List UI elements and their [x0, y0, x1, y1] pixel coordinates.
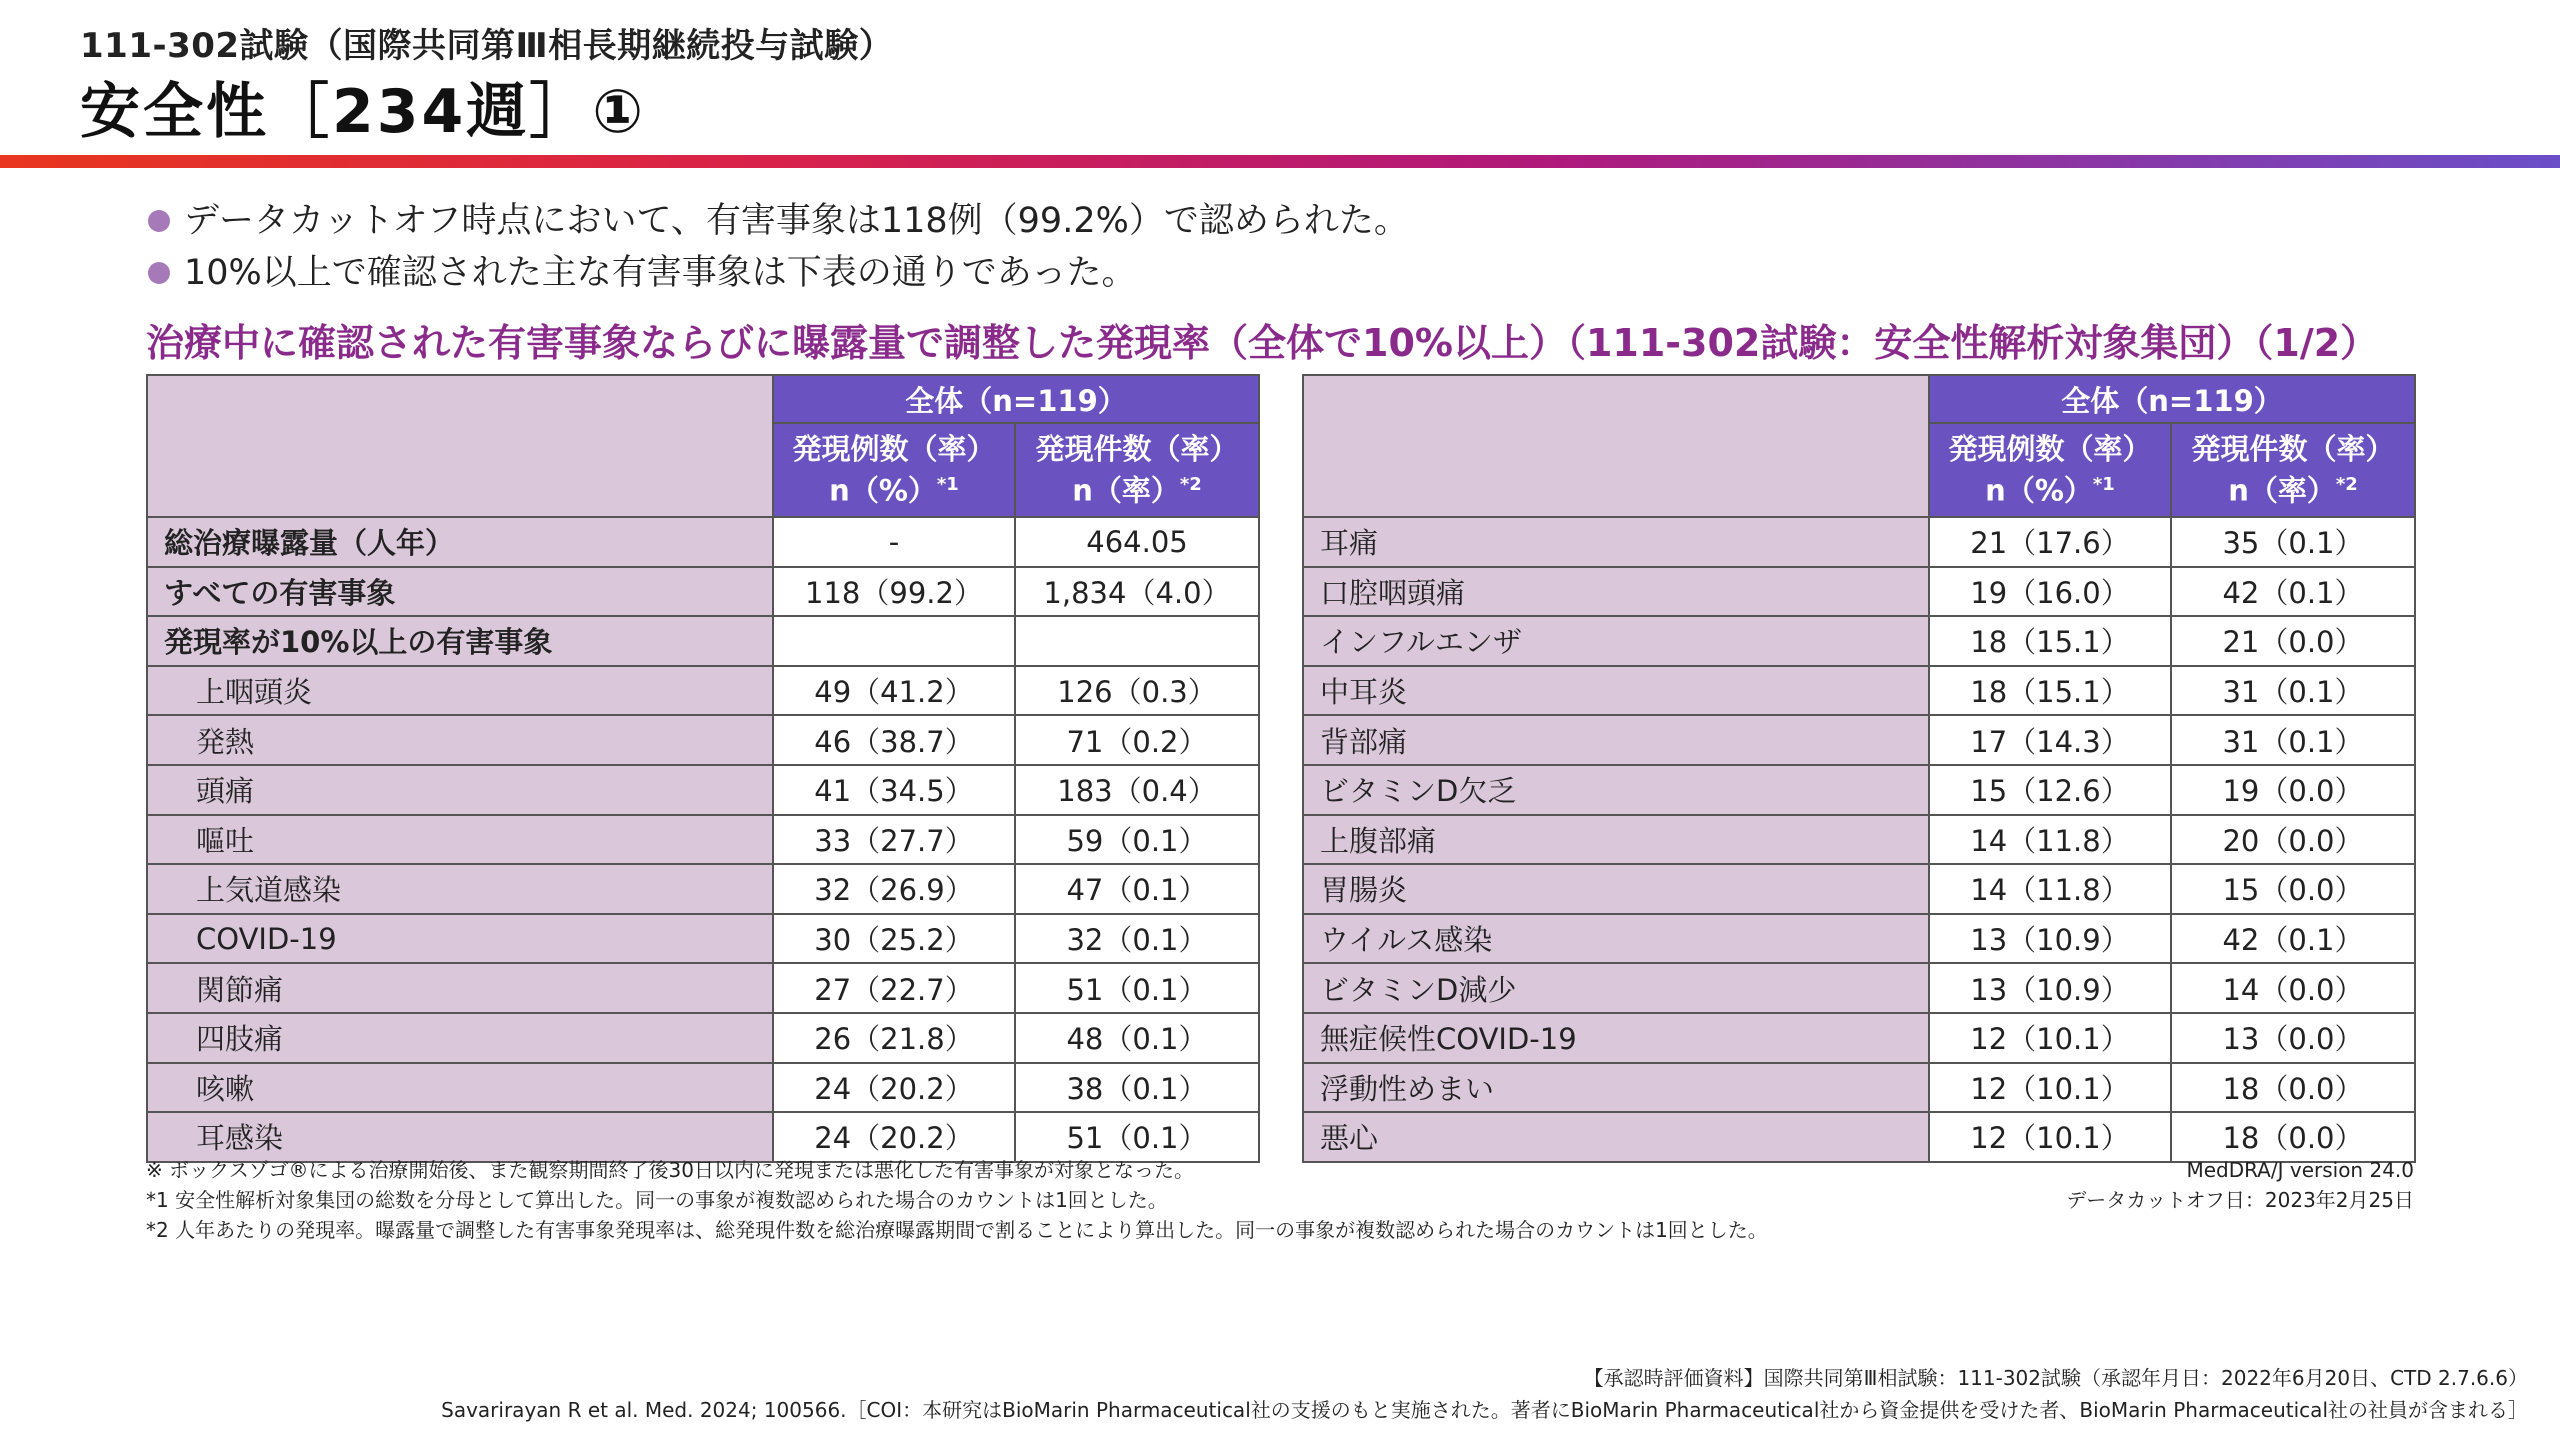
cell-incidence: 17（14.3）: [1929, 715, 2171, 765]
cell-event-rate: 35（0.1）: [2171, 517, 2415, 567]
table-row: [1303, 864, 2415, 914]
bullet-text: データカットオフ時点において、有害事象は118例（99.2%）で認められた。: [184, 201, 1409, 241]
cell-incidence: 46（38.7）: [773, 715, 1015, 765]
cell-event-rate: 18（0.0）: [2171, 1112, 2415, 1162]
row-label: ビタミンD減少: [1303, 963, 1929, 1013]
bullet-text: 10%以上で確認された主な有害事象は下表の通りであった。: [184, 253, 1137, 293]
row-label: 悪心: [1303, 1112, 1929, 1162]
cell-incidence: 27（22.7）: [773, 963, 1015, 1013]
cell-incidence: 24（20.2）: [773, 1063, 1015, 1113]
header-col-events-line1: 発現件数（率）: [2191, 432, 2395, 467]
header-col-events-line2-wrap: [2172, 467, 2414, 509]
row-label: すべての有害事象: [147, 567, 773, 617]
cell-incidence: 14（11.8）: [1929, 815, 2171, 865]
cell-incidence: 33（27.7）: [773, 815, 1015, 865]
ae-table-right: [1302, 374, 2416, 1163]
bullet-list: [148, 195, 1409, 299]
cell-incidence: 18（15.1）: [1929, 666, 2171, 716]
table-row: [147, 864, 1259, 914]
row-label: COVID-19: [147, 914, 773, 964]
row-label: 発熱: [147, 715, 773, 765]
footnote-2: *2 人年あたりの発現率。曝露量で調整した有害事象発現率は、総発現件数を総治療曝露期間で割ることにより算出した。同一の事象が複数認められた場合のカウントは1回とした。: [146, 1218, 1768, 1242]
header-blank-cell: [147, 375, 773, 517]
row-label: ウイルス感染: [1303, 914, 1929, 964]
table-row: [1303, 963, 2415, 1013]
table-row: [1303, 914, 2415, 964]
title-gradient-bar: [0, 155, 2560, 168]
row-label: 関節痛: [147, 963, 773, 1013]
row-label: 総治療曝露量（人年）: [147, 517, 773, 567]
header-col-incidence-line2: n（%）: [829, 473, 937, 508]
table-heading: 治療中に確認された有害事象ならびに曝露量で調整した発現率（全体で10%以上）（111-302試験：安全性解析対象集団）（1/2）: [146, 321, 2379, 365]
table-row: [1303, 765, 2415, 815]
row-label: 耳感染: [147, 1112, 773, 1162]
row-label: 頭痛: [147, 765, 773, 815]
header-col-incidence: [1929, 423, 2171, 517]
cell-event-rate: 21（0.0）: [2171, 616, 2415, 666]
footnote-mark-1: *1: [2092, 474, 2115, 496]
cell-event-rate: 15（0.0）: [2171, 864, 2415, 914]
cell-event-rate: 183（0.4）: [1015, 765, 1259, 815]
cell-incidence: 26（21.8）: [773, 1013, 1015, 1063]
row-label: 背部痛: [1303, 715, 1929, 765]
table-row: [147, 666, 1259, 716]
cell-incidence: 21（17.6）: [1929, 517, 2171, 567]
row-label: 耳痛: [1303, 517, 1929, 567]
cell-incidence: 41（34.5）: [773, 765, 1015, 815]
cell-incidence: 32（26.9）: [773, 864, 1015, 914]
table-row: [1303, 666, 2415, 716]
table-row: [147, 815, 1259, 865]
table-row: [147, 765, 1259, 815]
row-label: 口腔咽頭痛: [1303, 567, 1929, 617]
cell-incidence: -: [773, 517, 1015, 567]
cell-event-rate: 42（0.1）: [2171, 914, 2415, 964]
header-col-events-line2-wrap: [1016, 467, 1258, 509]
cell-event-rate: 13（0.0）: [2171, 1013, 2415, 1063]
footnote-mark-2: *2: [1179, 474, 1202, 496]
data-cutoff-date: データカットオフ日：2023年2月25日: [2066, 1188, 2414, 1212]
cell-incidence: [773, 616, 1015, 666]
bullet-dot-icon: [148, 210, 170, 232]
table-row: [1303, 715, 2415, 765]
row-label: 胃腸炎: [1303, 864, 1929, 914]
table-row: [1303, 815, 2415, 865]
row-label: 発現率が10%以上の有害事象: [147, 616, 773, 666]
table-row: [147, 517, 1259, 567]
row-label: 上腹部痛: [1303, 815, 1929, 865]
cell-incidence: 12（10.1）: [1929, 1013, 2171, 1063]
row-label: インフルエンザ: [1303, 616, 1929, 666]
slide-subtitle: 111-302試験（国際共同第Ⅲ相長期継続投与試験）: [80, 26, 894, 66]
cell-event-rate: 38（0.1）: [1015, 1063, 1259, 1113]
table-row: [147, 914, 1259, 964]
cell-incidence: 14（11.8）: [1929, 864, 2171, 914]
footnote-note: ※ ボックスゾゴ®による治療開始後、また観察期間終了後30日以内に発現または悪化した有害事象が対象となった。: [146, 1158, 1194, 1182]
source-line-1: 【承認時評価資料】国際共同第Ⅲ相試験：111-302試験（承認年月日：2022年6月20日、CTD 2.7.6.6）: [1583, 1366, 2528, 1390]
table-row: [1303, 567, 2415, 617]
cell-incidence: 30（25.2）: [773, 914, 1015, 964]
header-blank-cell: [1303, 375, 1929, 517]
row-label: 中耳炎: [1303, 666, 1929, 716]
header-col-incidence: [773, 423, 1015, 517]
cell-event-rate: [1015, 616, 1259, 666]
table-row: [147, 715, 1259, 765]
cell-incidence: 12（10.1）: [1929, 1112, 2171, 1162]
cell-incidence: 49（41.2）: [773, 666, 1015, 716]
cell-event-rate: 47（0.1）: [1015, 864, 1259, 914]
ae-table-left: [146, 374, 1260, 1163]
table-row: [1303, 616, 2415, 666]
table-row: [147, 616, 1259, 666]
row-label: 上気道感染: [147, 864, 773, 914]
header-col-events: [1015, 423, 1259, 517]
footnote-mark-1: *1: [936, 474, 959, 496]
row-label: 上咽頭炎: [147, 666, 773, 716]
header-col-incidence-line1: 発現例数（率）: [792, 432, 996, 467]
table-row: [147, 963, 1259, 1013]
cell-event-rate: 51（0.1）: [1015, 1112, 1259, 1162]
cell-event-rate: 20（0.0）: [2171, 815, 2415, 865]
row-label: 無症候性COVID-19: [1303, 1013, 1929, 1063]
cell-incidence: 13（10.9）: [1929, 914, 2171, 964]
cell-event-rate: 42（0.1）: [2171, 567, 2415, 617]
table-row: [1303, 517, 2415, 567]
row-label: 咳嗽: [147, 1063, 773, 1113]
row-label: 四肢痛: [147, 1013, 773, 1063]
cell-event-rate: 1,834（4.0）: [1015, 567, 1259, 617]
cell-event-rate: 48（0.1）: [1015, 1013, 1259, 1063]
header-col-events-line2: n（率）: [1072, 473, 1180, 508]
meddra-info: [2066, 1155, 2414, 1215]
cell-incidence: 13（10.9）: [1929, 963, 2171, 1013]
cell-incidence: 19（16.0）: [1929, 567, 2171, 617]
cell-event-rate: 51（0.1）: [1015, 963, 1259, 1013]
cell-incidence: 118（99.2）: [773, 567, 1015, 617]
cell-incidence: 12（10.1）: [1929, 1063, 2171, 1113]
bullet-item: [148, 195, 1409, 247]
cell-event-rate: 32（0.1）: [1015, 914, 1259, 964]
table-row: [1303, 1013, 2415, 1063]
cell-event-rate: 464.05: [1015, 517, 1259, 567]
footnotes: [146, 1155, 1768, 1245]
cell-event-rate: 126（0.3）: [1015, 666, 1259, 716]
header-col-incidence-line2: n（%）: [1985, 473, 2093, 508]
bullet-dot-icon: [148, 262, 170, 284]
source-line-2: Savarirayan R et al. Med. 2024; 100566.［COI：本研究はBioMarin Pharmaceutical社の支援のもと実施された。著者にBioMarin Pharmaceutical社から資金提供を受けた者、BioMarin Pharmaceutical社の社員が含まれる］: [441, 1398, 2528, 1422]
meddra-version: MedDRA/J version 24.0: [2186, 1158, 2414, 1182]
slide-title: 安全性［234週］①: [80, 77, 647, 147]
cell-incidence: 18（15.1）: [1929, 616, 2171, 666]
cell-event-rate: 18（0.0）: [2171, 1063, 2415, 1113]
table-row: [147, 567, 1259, 617]
header-group: 全体（n=119）: [773, 375, 1259, 423]
table-row: [1303, 1063, 2415, 1113]
footnote-mark-2: *2: [2335, 474, 2358, 496]
header-col-events-line2: n（率）: [2228, 473, 2336, 508]
header-col-events-line1: 発現件数（率）: [1035, 432, 1239, 467]
header-col-incidence-line1: 発現例数（率）: [1948, 432, 2152, 467]
table-row: [147, 1063, 1259, 1113]
footnote-1: *1 安全性解析対象集団の総数を分母として算出した。同一の事象が複数認められた場合のカウントは1回とした。: [146, 1188, 1168, 1212]
cell-event-rate: 59（0.1）: [1015, 815, 1259, 865]
cell-incidence: 15（12.6）: [1929, 765, 2171, 815]
bullet-item: [148, 247, 1409, 299]
cell-event-rate: 71（0.2）: [1015, 715, 1259, 765]
row-label: ビタミンD欠乏: [1303, 765, 1929, 815]
cell-event-rate: 31（0.1）: [2171, 666, 2415, 716]
cell-event-rate: 14（0.0）: [2171, 963, 2415, 1013]
cell-incidence: 24（20.2）: [773, 1112, 1015, 1162]
row-label: 嘔吐: [147, 815, 773, 865]
row-label: 浮動性めまい: [1303, 1063, 1929, 1113]
source-footer: [441, 1362, 2528, 1426]
cell-event-rate: 19（0.0）: [2171, 765, 2415, 815]
header-col-events: [2171, 423, 2415, 517]
cell-event-rate: 31（0.1）: [2171, 715, 2415, 765]
header-col-incidence-line2-wrap: [774, 467, 1014, 509]
header-col-incidence-line2-wrap: [1930, 467, 2170, 509]
table-row: [147, 1013, 1259, 1063]
header-group: 全体（n=119）: [1929, 375, 2415, 423]
